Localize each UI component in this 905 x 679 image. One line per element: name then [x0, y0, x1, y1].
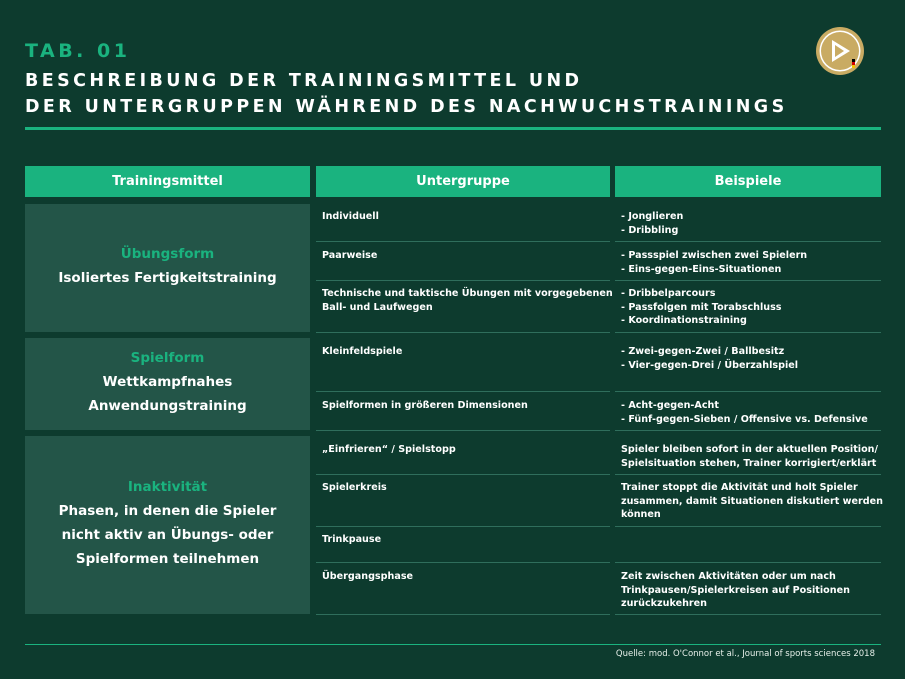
- subgroup-cell: Spielerkreis: [322, 482, 387, 493]
- row-divider: [615, 391, 881, 392]
- column-header-untergruppe: Untergruppe: [316, 166, 610, 197]
- row-divider: [615, 614, 881, 615]
- subgroup-cell: „Einfrieren“ / Spielstopp: [322, 444, 456, 455]
- footer-divider: [25, 644, 881, 645]
- title-line-1: BESCHREIBUNG DER TRAININGSMITTEL UND: [25, 71, 583, 91]
- examples-cell: Zeit zwischen Aktivitäten oder um nach Trinkpausen/Spielerkreisen auf Positionen zurückzukehren: [621, 571, 850, 610]
- group-description: [58, 266, 276, 290]
- examples-cell: Spieler bleiben sofort in der aktuellen Position/ Spielsituation stehen, Trainer korrigiert/erklärt: [621, 444, 879, 469]
- subgroup-cell: Technische und taktische Übungen mit vorgegebenen Ball- und Laufwegen: [322, 288, 613, 313]
- group-title: Inaktivität: [127, 479, 208, 495]
- group-description-line: Spielformen teilnehmen: [75, 551, 260, 567]
- row-divider: [316, 280, 610, 281]
- examples-cell: - Zwei-gegen-Zwei / Ballbesitz - Vier-gegen-Drei / Überzahlspiel: [621, 346, 799, 371]
- row-divider: [615, 241, 881, 242]
- group-description-line: Isoliertes Fertigkeitstraining: [58, 270, 277, 286]
- row-divider: [615, 430, 881, 431]
- subgroup-cell: Spielformen in größeren Dimensionen: [322, 400, 528, 411]
- group-spielform: [25, 338, 310, 430]
- group-description-line: nicht aktiv an Übungs- oder: [61, 527, 274, 543]
- row-divider: [316, 241, 610, 242]
- subgroup-cell: Paarweise: [322, 250, 378, 261]
- group-inaktivitaet: [25, 436, 310, 614]
- row-divider: [316, 430, 610, 431]
- group-description-line: Wettkampfnahes: [102, 374, 233, 390]
- group-description-line: Phasen, in denen die Spieler: [58, 503, 277, 519]
- group-description: [88, 370, 246, 418]
- row-divider: [615, 280, 881, 281]
- column-header-beispiele: Beispiele: [615, 166, 881, 197]
- row-divider: [615, 474, 881, 475]
- row-divider: [615, 526, 881, 527]
- subgroup-cell: Trinkpause: [322, 534, 382, 545]
- examples-cell: - Acht-gegen-Acht - Fünf-gegen-Sieben / Offensive vs. Defensive: [621, 400, 868, 425]
- title-line-2: DER UNTERGRUPPEN WÄHREND DES NACHWUCHSTRAININGS: [25, 97, 788, 117]
- row-divider: [316, 474, 610, 475]
- row-divider: [316, 562, 610, 563]
- examples-cell: - Passspiel zwischen zwei Spielern - Eins-gegen-Eins-Situationen: [621, 250, 808, 275]
- row-divider: [316, 332, 610, 333]
- row-divider: [316, 526, 610, 527]
- group-description: [59, 499, 277, 571]
- group-title: Übungsform: [120, 246, 215, 262]
- source-note: Quelle: mod. O'Connor et al., Journal of sports sciences 2018: [615, 649, 875, 659]
- examples-cell: - Jonglieren - Dribbling: [621, 211, 684, 236]
- group-uebungsform: [25, 204, 310, 332]
- examples-cell: - Dribbelparcours - Passfolgen mit Torabschluss - Koordinationstraining: [621, 288, 782, 327]
- row-divider: [615, 332, 881, 333]
- row-divider: [615, 562, 881, 563]
- group-title: Spielform: [130, 350, 205, 366]
- examples-cell: Trainer stoppt die Aktivität und holt Spieler zusammen, damit Situationen diskutiert werden können: [621, 482, 883, 521]
- row-divider: [316, 391, 610, 392]
- group-description-line: Anwendungstraining: [88, 398, 247, 414]
- row-divider: [316, 614, 610, 615]
- column-header-trainingsmittel: Trainingsmittel: [25, 166, 310, 197]
- subgroup-cell: Übergangsphase: [322, 571, 414, 582]
- subgroup-cell: Individuell: [322, 211, 379, 222]
- page-title: [25, 68, 825, 120]
- dfb-logo-icon: [815, 26, 865, 76]
- examples-cell: [615, 527, 881, 533]
- subgroup-cell: Kleinfeldspiele: [322, 346, 403, 357]
- table-number: TAB. 01: [25, 40, 131, 62]
- title-divider: [25, 127, 881, 130]
